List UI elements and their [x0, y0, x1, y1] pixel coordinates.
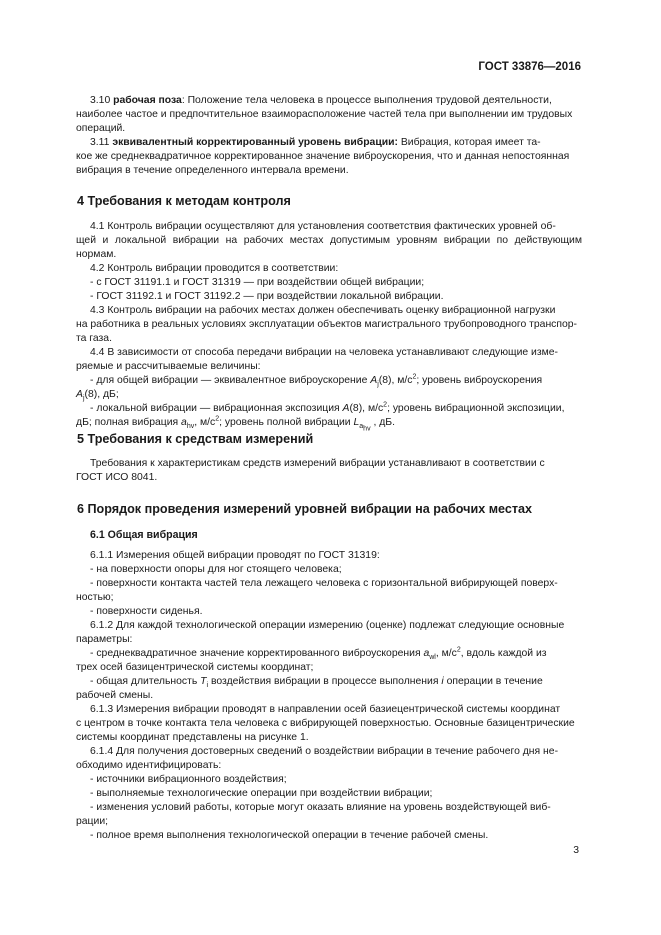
para-4-3-cont: на работника в реальных условиях эксплуатации объектов магистрального трубопроводного транспор- — [76, 319, 578, 330]
section-6-1-title: 6.1 Общая вибрация — [90, 529, 198, 541]
list-item: - на поверхности опоры для ног стоящего человека; — [90, 564, 342, 575]
para-6-1-4-cont: обходимо идентифицировать: — [76, 760, 222, 771]
section-4-title: 4 Требования к методам контроля — [77, 194, 291, 208]
definition-3-11: 3.11 эквивалентный корректированный уровень вибрации: Вибрация, которая имеет та- — [90, 137, 541, 148]
para-6-1-1: 6.1.1 Измерения общей вибрации проводят по ГОСТ 31319: — [90, 550, 380, 561]
para-4-2: 4.2 Контроль вибрации проводится в соответствии: — [90, 263, 339, 274]
list-item-rms-cont: трех осей базицентрической системы координат; — [76, 662, 314, 673]
para-4-1: 4.1 Контроль вибрации осуществляют для установления соответствия фактических уровней об- — [90, 221, 556, 232]
para-5-cont: ГОСТ ИСО 8041. — [76, 472, 158, 483]
list-item: - источники вибрационного воздействия; — [90, 774, 287, 785]
para-6-1-4: 6.1.4 Для получения достоверных сведений о воздействии вибрации в течение рабочего дня не- — [90, 746, 559, 757]
definition-3-10-end: операций. — [76, 123, 126, 134]
list-item-general: - для общей вибрации — эквивалентное виброускорение $A_j(8)$, $м/с^2$; уровень виброускорения — [90, 373, 543, 389]
definition-3-11-cont: кое же среднеквадратичное корректированное значение виброускорения, что и данная непостоянная — [76, 151, 570, 162]
para-4-4-cont: ряемые и рассчитываемые величины: — [76, 361, 261, 372]
page-number: 3 — [573, 845, 579, 856]
section-6-title: 6 Порядок проведения измерений уровней вибрации на рабочих местах — [77, 502, 533, 516]
list-item: - поверхности сиденья. — [90, 606, 203, 617]
section-6-body — [76, 549, 582, 843]
list-item-cont: рации; — [76, 816, 109, 827]
definition-3-10-cont: наиболее частое и предпочтительное взаиморасположение частей тела при выполнении им трудовых — [76, 109, 573, 120]
list-item: - с ГОСТ 31191.1 и ГОСТ 31319 — при воздействии общей вибрации; — [90, 277, 425, 288]
para-6-1-3-cont: с центром в точке контакта тела человека с вибрирующей поверхностью. Основные базицентрические — [76, 718, 575, 729]
definition-3-11-end: вибрация в течение определенного интервала времени. — [76, 165, 349, 176]
section-5-title: 5 Требования к средствам измерений — [77, 432, 314, 446]
para-6-1-3: 6.1.3 Измерения вибрации проводят в направлении осей базиецентрической системы координат — [90, 704, 561, 715]
para-6-1-3-end: системы координат представлены на рисунке 1. — [76, 732, 309, 743]
para-4-3-end: та газа. — [76, 333, 112, 344]
list-item: - ГОСТ 31192.1 и ГОСТ 31192.2 — при воздействии локальной вибрации. — [90, 291, 444, 302]
list-item: - полное время выполнения технологической операции в течение рабочей смены. — [90, 830, 489, 841]
section-4-body — [76, 220, 582, 433]
list-item-local-cont: дБ; полная вибрация $a_{hv}$, $м/с^2$; уровень полной вибрации $L_{a_{hv}}$ , дБ. — [76, 415, 396, 433]
definition-3-10: 3.10 рабочая поза: Положение тела человека в процессе выполнения трудовой деятельности, — [90, 95, 552, 106]
list-item-cont: ностью; — [76, 592, 114, 603]
list-item-general-cont: $A_j(8)$, дБ; — [76, 389, 119, 403]
definitions-block — [76, 94, 582, 178]
para-6-1-2-cont: параметры: — [76, 634, 133, 645]
para-6-1-2: 6.1.2 Для каждой технологической операции измерению (оценке) подлежат следующие основные — [90, 620, 565, 631]
list-item-rms: - среднеквадратичное значение корректированного виброускорения $a_{wl}$, $м/с^2$, вдоль каждой из — [90, 646, 547, 662]
para-5: Требования к характеристикам средств измерений вибрации устанавливают в соответствии с — [90, 458, 545, 469]
para-4-1-cont: щей и локальной вибрации на рабочих местах допустимым уровням вибрации по действующим нормам. — [76, 235, 582, 260]
para-4-4: 4.4 В зависимости от способа передачи вибрации на человека устанавливают следующие изме- — [90, 347, 558, 358]
list-item-duration: - общая длительность $T_i$ воздействия вибрации в процессе выполнения i операции в течение — [90, 676, 543, 690]
list-item: - поверхности контакта частей тела лежащего человека с горизонтальной вибрирующей поверх- — [90, 578, 558, 589]
list-item: - выполняемые технологические операции при воздействии вибрации; — [90, 788, 433, 799]
para-4-3: 4.3 Контроль вибрации на рабочих местах должен обеспечивать оценку вибрационной нагрузки — [90, 305, 556, 316]
list-item-local: - локальной вибрации — вибрационная экспозиция A(8), $м/с^2$; уровень вибрационной экспозиции, — [90, 401, 565, 414]
section-5-body — [76, 457, 582, 485]
list-item-duration-cont: рабочей смены. — [76, 690, 154, 701]
standard-header: ГОСТ 33876—2016 — [478, 61, 581, 73]
list-item: - изменения условий работы, которые могут оказать влияние на уровень воздействующей виб- — [90, 802, 551, 813]
